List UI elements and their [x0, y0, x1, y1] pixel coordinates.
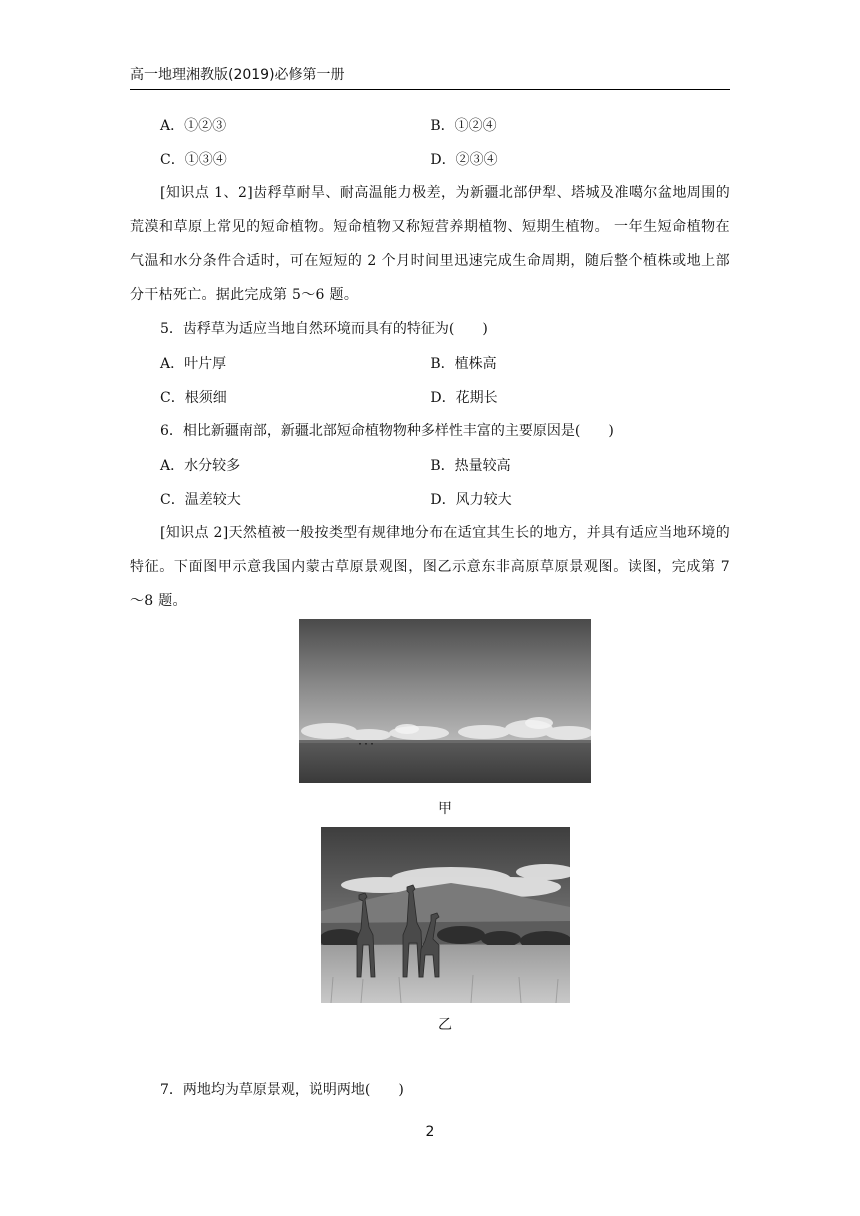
grassland-landscape-image	[299, 619, 591, 783]
option-a: A．叶片厚	[160, 356, 227, 372]
q4-options-row-1	[130, 108, 730, 142]
passage-1: [知识点 1、2]齿稃草耐旱、耐高温能力极差，为新疆北部伊犁、塔城及准噶尔盆地周围的荒漠和草原上常见的短命植物。短命植物又称短营养期植物、短期生植物。 一年生短命植物在气温和水分条件合适时，可在短短的 2 个月时间里迅速完成生命周期，随后整个植株或地上部分干枯死亡。据此完成第 5～6 题。	[130, 185, 730, 303]
question-6-stem: 6．相比新疆南部，新疆北部短命植物物种多样性丰富的主要原因是( )	[160, 423, 614, 439]
option-b: B．热量较高	[430, 458, 511, 474]
page-number: 2	[425, 1124, 435, 1140]
figure-caption-yi: 乙	[438, 1017, 452, 1033]
option-d: D．花期长	[430, 390, 498, 406]
option-b: B．植株高	[430, 356, 497, 372]
photo-inner-mongolia-grassland	[299, 619, 591, 783]
option-c: C．根须细	[160, 390, 227, 406]
option-d: D．②③④	[430, 152, 498, 168]
option-b: B．①②④	[430, 118, 497, 134]
question-7-stem: 7．两地均为草原景观，说明两地( )	[160, 1082, 404, 1098]
question-5-stem: 5．齿稃草为适应当地自然环境而具有的特征为( )	[160, 321, 488, 337]
q5-options-row-1	[130, 346, 730, 380]
running-header: 高一地理湘教版(2019)必修第一册	[130, 67, 345, 83]
q4-options-row-2	[130, 142, 730, 176]
passage-2: [知识点 2]天然植被一般按类型有规律地分布在适宜其生长的地方，并具有适应当地环境的特征。下面图甲示意我国内蒙古草原景观图，图乙示意东非高原草原景观图。读图，完成第 7～8 题。	[130, 525, 730, 609]
page-content	[130, 108, 730, 618]
option-c: C．①③④	[160, 152, 227, 168]
header-rule	[130, 89, 730, 90]
savanna-giraffes-image	[321, 827, 570, 1003]
option-c: C．温差较大	[160, 492, 241, 508]
option-a: A．水分较多	[160, 458, 241, 474]
q6-options-row-2	[130, 482, 730, 516]
q6-options-row-1	[130, 448, 730, 482]
q5-options-row-2	[130, 380, 730, 414]
figure-caption-jia: 甲	[438, 801, 452, 817]
photo-east-africa-savanna	[321, 827, 570, 1003]
option-a: A．①②③	[160, 118, 227, 134]
option-d: D．风力较大	[430, 492, 512, 508]
